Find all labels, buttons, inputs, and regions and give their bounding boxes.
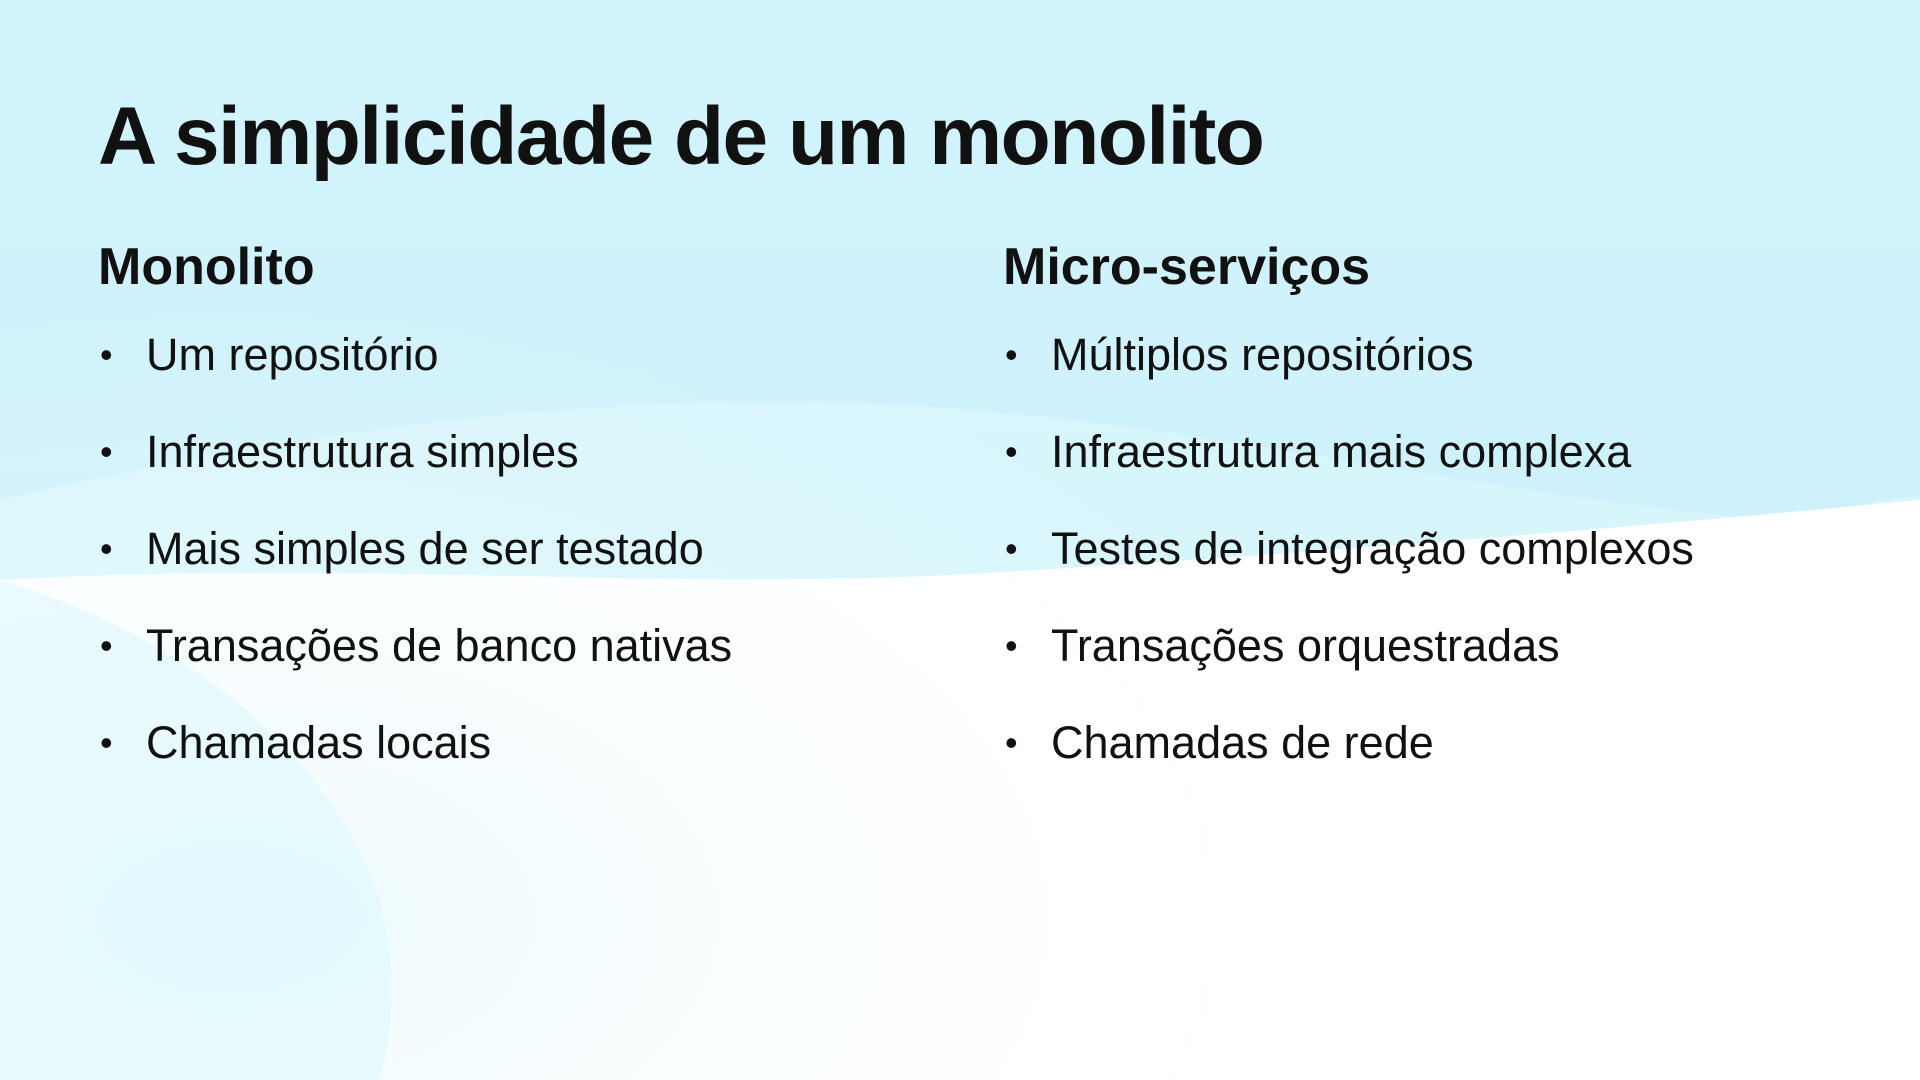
list-item-text: Transações orquestradas bbox=[1051, 620, 1560, 671]
list-item-text: Testes de integração complexos bbox=[1051, 523, 1694, 574]
bullet-icon: • bbox=[1005, 334, 1018, 375]
bullet-icon: • bbox=[1005, 722, 1018, 763]
list-item-text: Transações de banco nativas bbox=[146, 620, 733, 671]
bullet-icon: • bbox=[100, 334, 113, 375]
list-item-text: Chamadas locais bbox=[146, 717, 492, 768]
list-item-text: Infraestrutura mais complexa bbox=[1051, 426, 1632, 477]
bullet-icon: • bbox=[1005, 528, 1018, 569]
list-item bbox=[1003, 620, 1863, 717]
list-item-text: Chamadas de rede bbox=[1051, 717, 1434, 768]
list-item-text: Um repositório bbox=[146, 329, 439, 380]
monolith-heading: Monolito bbox=[98, 238, 315, 296]
bullet-icon: • bbox=[100, 528, 113, 569]
list-item-text: Mais simples de ser testado bbox=[146, 523, 704, 574]
bullet-icon: • bbox=[1005, 431, 1018, 472]
bullet-icon: • bbox=[100, 625, 113, 666]
list-item bbox=[98, 523, 958, 620]
list-item bbox=[98, 329, 958, 426]
monolith-column bbox=[98, 232, 958, 814]
list-item-text: Infraestrutura simples bbox=[146, 426, 579, 477]
monolith-list bbox=[98, 329, 958, 814]
microservices-heading: Micro-serviços bbox=[1003, 238, 1371, 296]
list-item bbox=[98, 717, 958, 814]
list-item bbox=[1003, 426, 1863, 523]
bullet-icon: • bbox=[1005, 625, 1018, 666]
bullet-icon: • bbox=[100, 722, 113, 763]
list-item bbox=[1003, 717, 1863, 814]
list-item bbox=[98, 426, 958, 523]
list-item bbox=[1003, 523, 1863, 620]
list-item bbox=[98, 620, 958, 717]
bullet-icon: • bbox=[100, 431, 113, 472]
list-item-text: Múltiplos repositórios bbox=[1051, 329, 1474, 380]
list-item bbox=[1003, 329, 1863, 426]
microservices-list bbox=[1003, 329, 1863, 814]
slide-title: A simplicidade de um monolito bbox=[98, 91, 1264, 182]
microservices-column bbox=[1003, 232, 1863, 814]
